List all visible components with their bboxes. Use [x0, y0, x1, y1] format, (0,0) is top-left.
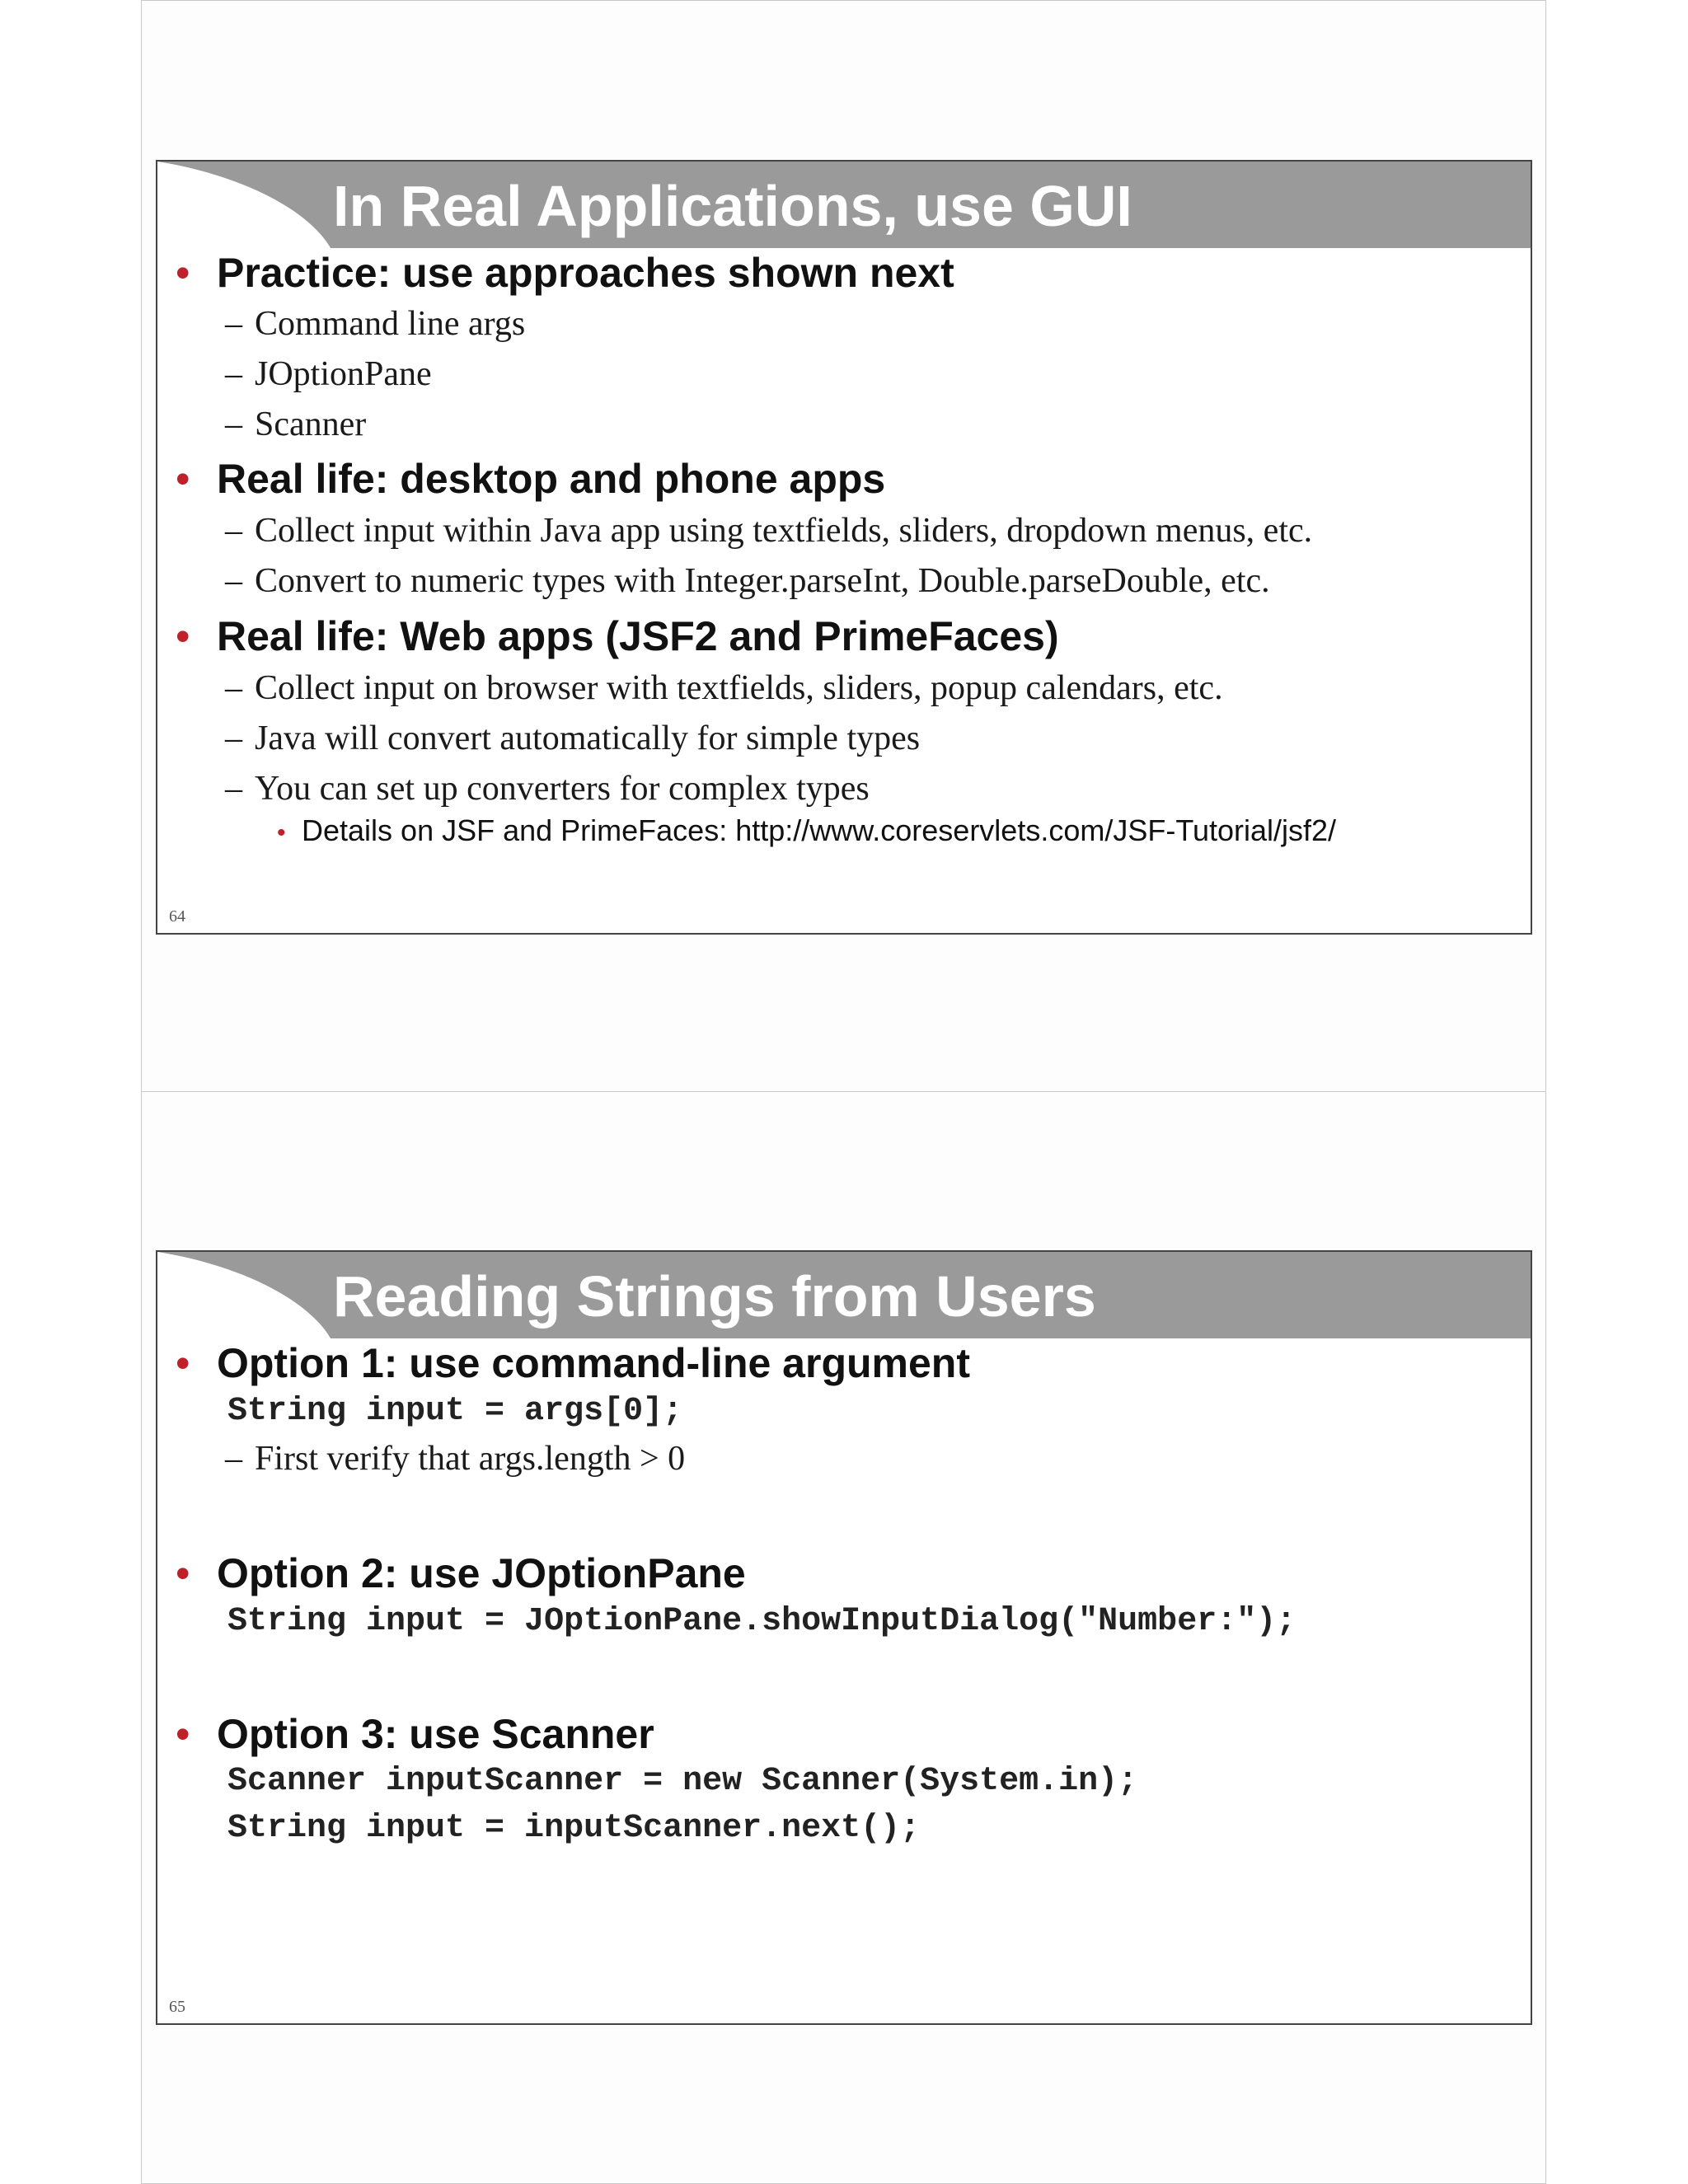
sub-bullet-item: – Java will convert automatically for simple types — [225, 719, 921, 757]
bullet-icon: • — [176, 456, 190, 502]
bullet-icon: • — [176, 250, 190, 296]
code-line: String input = inputScanner.next(); — [227, 1810, 921, 1847]
title-band — [157, 162, 1531, 248]
dash-icon: – — [225, 669, 242, 707]
bullet-item: • Option 2: use JOptionPane — [176, 1550, 746, 1596]
dash-icon: – — [225, 770, 242, 808]
sub-bullet-item: – Convert to numeric types with Integer.parseInt, Double.parseDouble, etc. — [225, 562, 1270, 600]
code-line: String input = args[0]; — [227, 1393, 683, 1430]
bullet-icon: • — [176, 1340, 190, 1386]
dash-icon: – — [225, 512, 242, 550]
dash-icon: – — [225, 355, 242, 393]
bullet-item: • Option 3: use Scanner — [176, 1711, 654, 1757]
sub-bullet-item: – Command line args — [225, 305, 526, 343]
dash-icon: – — [225, 405, 242, 443]
page-number: 65 — [169, 1998, 185, 2016]
bullet-item: • Real life: desktop and phone apps — [176, 456, 886, 502]
page-number: 64 — [169, 907, 185, 926]
dash-icon: – — [225, 719, 242, 757]
bullet-icon: • — [176, 1550, 190, 1596]
code-line: String input = JOptionPane.showInputDialog("Number:"); — [227, 1603, 1296, 1640]
title-band — [157, 1252, 1531, 1338]
slide — [156, 1250, 1532, 2025]
sub-bullet-item: – You can set up converters for complex types — [225, 770, 870, 808]
bullet-item: • Practice: use approaches shown next — [176, 250, 954, 296]
bullet-icon: • — [176, 613, 190, 659]
sub-sub-bullet-item: • Details on JSF and PrimeFaces: http://www.coreservlets.com/JSF-Tutorial/jsf2/ — [277, 813, 1336, 851]
slide — [156, 160, 1532, 935]
bullet-icon: • — [277, 819, 286, 846]
dash-icon: – — [225, 1440, 242, 1478]
bullet-item: • Real life: Web apps (JSF2 and PrimeFaces) — [176, 613, 1059, 659]
sub-bullet-item: – Collect input on browser with textfields, sliders, popup calendars, etc. — [225, 669, 1223, 707]
slide-title: In Real Applications, use GUI — [333, 174, 1132, 238]
sub-bullet-item: – First verify that args.length > 0 — [225, 1440, 686, 1478]
code-line: Scanner inputScanner = new Scanner(System.in); — [227, 1763, 1138, 1800]
bullet-item: • Option 1: use command-line argument — [176, 1340, 970, 1386]
slide-title: Reading Strings from Users — [333, 1264, 1096, 1329]
dash-icon: – — [225, 562, 242, 600]
sub-bullet-item: – Scanner — [225, 405, 367, 443]
sub-bullet-item: – Collect input within Java app using textfields, sliders, dropdown menus, etc. — [225, 512, 1313, 550]
sub-bullet-item: – JOptionPane — [225, 355, 432, 393]
dash-icon: – — [225, 305, 242, 343]
bullet-icon: • — [176, 1711, 190, 1757]
